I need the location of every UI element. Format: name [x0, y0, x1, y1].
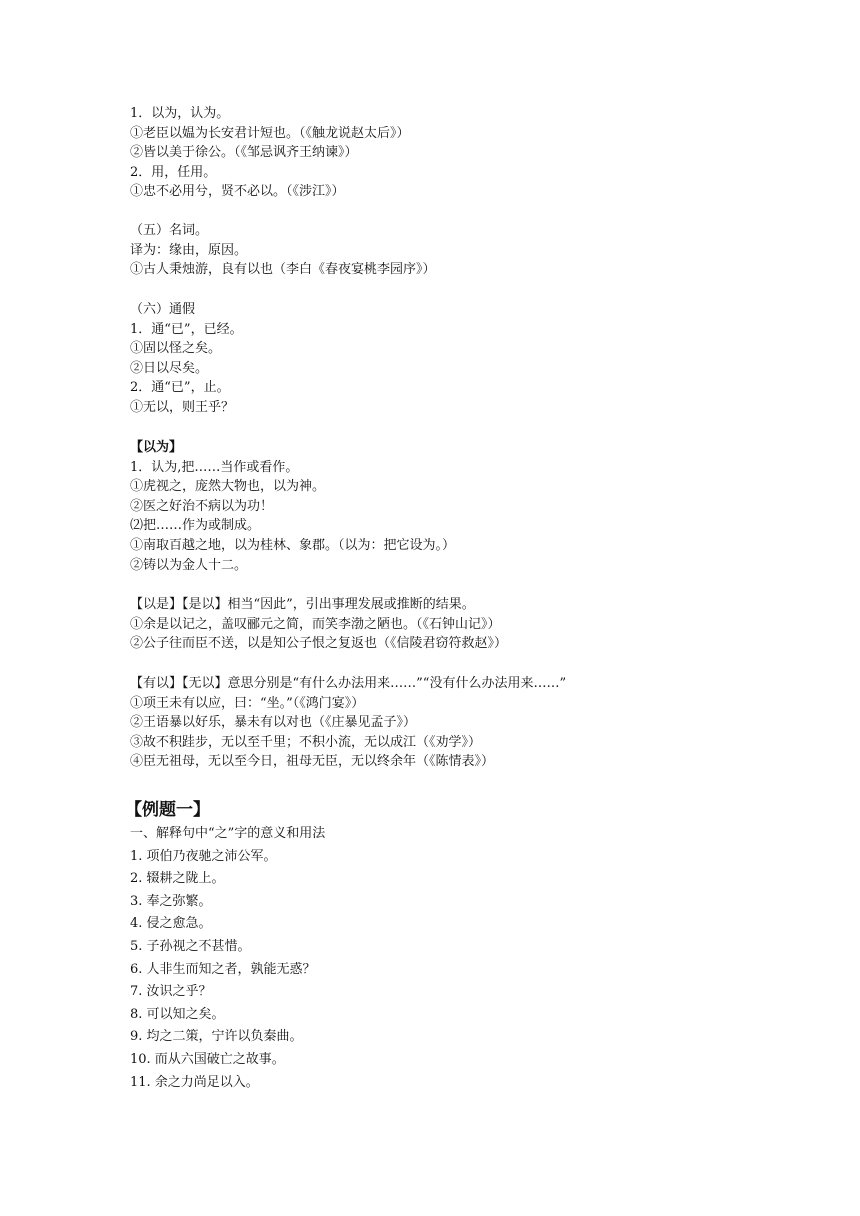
question-item: 3. 奉之弥繁。 — [130, 893, 212, 909]
question-item: 4. 侵之愈急。 — [130, 916, 212, 932]
text-line: ①老臣以媪为长安君计短也。（《触龙说赵太后》） — [130, 125, 410, 141]
text-line: ④臣无祖母，无以至今日，祖母无臣，无以终余年（《陈情表》） — [130, 754, 495, 770]
question-item: 9. 均之二策，宁许以负秦曲。 — [130, 1029, 303, 1045]
text-line: ①南取百越之地，以为桂林、象郡。（以为：把它设为。） — [130, 537, 456, 553]
text-line: ②铸以为金人十二。 — [130, 557, 248, 573]
example-questions — [130, 823, 820, 1094]
text-line: 【以是】【是以】相当“因此”，引出事理发展或推断的结果。 — [130, 597, 475, 612]
text-line: （五）名词。 — [130, 223, 209, 238]
text-line: ②皆以美于徐公。（《邹忌讽齐王纳谏》） — [130, 145, 358, 161]
text-line: ②医之好治不病以为功！ — [130, 498, 274, 514]
question-item: 7. 汝识之乎？ — [130, 984, 212, 1000]
question-item: 1. 项伯乃夜驰之沛公军。 — [130, 848, 277, 864]
section-yishi-shiyi — [130, 595, 820, 654]
text-line: ①固以怪之矣。 — [130, 341, 222, 357]
text-line: ⑵把……作为或制成。 — [130, 518, 261, 534]
text-line: ②公子往而臣不送，以是知公子恨之复返也（《信陵君窃符救赵》） — [130, 636, 508, 652]
question-item: 8. 可以知之矣。 — [130, 1006, 225, 1022]
text-line: 2．用，任用。 — [130, 164, 217, 180]
text-line: ①忠不必用兮，贤不必以。（《涉江》） — [130, 184, 345, 200]
section-five-noun — [130, 221, 820, 280]
text-line: ①余是以记之，盖叹郦元之简，而笑李渤之陋也。（《石钟山记》） — [130, 616, 501, 632]
text-line: 【有以】【无以】意思分别是“有什么办法用来……”“没有什么办法用来……” — [130, 676, 567, 691]
text-line: ①无以，则王乎？ — [130, 399, 235, 415]
text-line: ①项王未有以应，曰：“坐。”（《鸿门宴》） — [130, 695, 365, 711]
text-line: ②王语暴以好乐，暴未有以对也（《庄暴见孟子》） — [130, 715, 417, 731]
question-instruction: 一、解释句中“之”字的意义和用法 — [130, 826, 326, 841]
text-line: 1．通“已”，已经。 — [130, 321, 243, 337]
section-yi-usage — [130, 104, 820, 202]
text-line: ②日以尽矣。 — [130, 360, 209, 376]
question-item: 11. 余之力尚足以入。 — [130, 1074, 259, 1090]
section-youyi-wuyi — [130, 674, 820, 772]
section-yiwei — [130, 438, 820, 575]
question-item: 2. 辍耕之陇上。 — [130, 871, 225, 887]
question-item: 10. 而从六国破亡之故事。 — [130, 1051, 285, 1067]
text-line: ③故不积跬步，无以至千里；不积小流，无以成江（《劝学》） — [130, 734, 482, 750]
text-line: 1．认为,把……当作或看作。 — [130, 459, 299, 475]
text-line: 译为：缘由，原因。 — [130, 242, 248, 258]
question-item: 6. 人非生而知之者，孰能无惑？ — [130, 961, 316, 977]
section-six-tongjia — [130, 300, 820, 418]
example-heading: 【例题一】 — [125, 800, 210, 820]
text-line: （六）通假 — [130, 302, 196, 317]
text-line: ①虎视之，庞然大物也，以为神。 — [130, 479, 326, 495]
text-line: ①古人秉烛游，良有以也（李白《春夜宴桃李园序》） — [130, 262, 436, 278]
text-line: 2．通“已”，止。 — [130, 380, 230, 396]
question-item: 5. 子孙视之不甚惜。 — [130, 938, 251, 954]
section-title: 【以为】 — [130, 440, 183, 455]
text-line: 1．以为，认为。 — [130, 106, 230, 121]
